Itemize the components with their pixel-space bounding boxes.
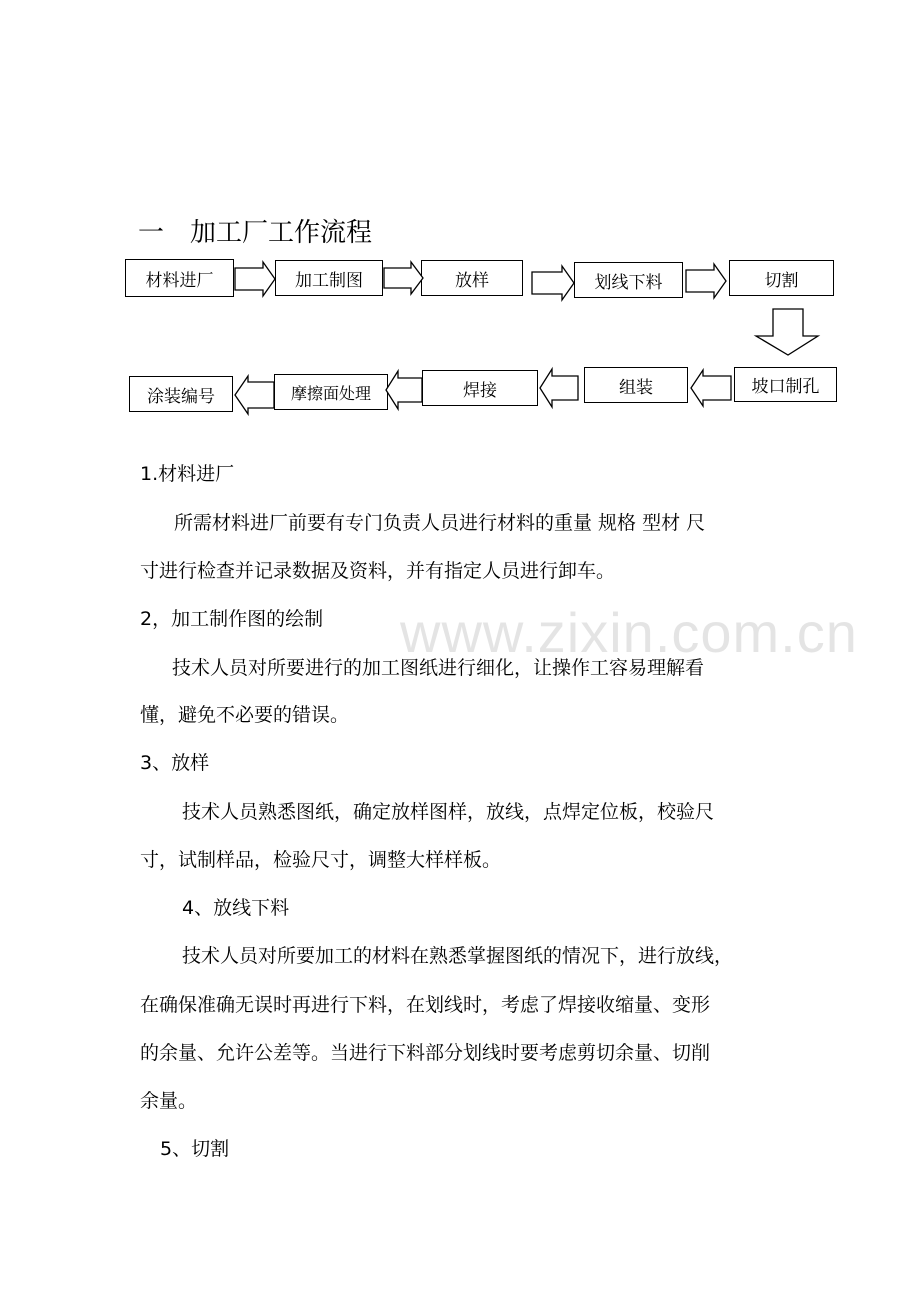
paragraph-line: 在确保准确无误时再进行下料，在划线时，考虑了焊接收缩量、变形: [140, 994, 711, 1016]
page-heading: 一 加工厂工作流程: [138, 218, 373, 248]
paragraph-line: 的余量、允许公差等。当进行下料部分划线时要考虑剪切余量、切削: [140, 1042, 711, 1064]
flow-arrows: [0, 0, 920, 460]
flow-box-cutting: 切割: [729, 260, 834, 296]
arrow-left-icon: [691, 370, 731, 406]
paragraph-line: 寸进行检查并记录数据及资料，并有指定人员进行卸车。: [140, 560, 616, 582]
flow-box-drawing: 加工制图: [275, 260, 383, 296]
section-title: 5、切割: [160, 1138, 230, 1160]
arrow-right-icon: [532, 266, 574, 300]
arrow-left-icon: [386, 371, 422, 409]
flow-box-marking-blanking: 划线下料: [574, 262, 683, 298]
arrow-left-icon: [235, 376, 274, 414]
arrow-left-icon: [540, 369, 578, 407]
arrow-right-icon: [384, 262, 423, 294]
section-title: 1.材料进厂: [140, 463, 235, 485]
arrow-down-icon: [756, 309, 818, 355]
paragraph-line: 技术人员对所要进行的加工图纸进行细化，让操作工容易理解看: [172, 657, 705, 679]
paragraph-line: 所需材料进厂前要有专门负责人员进行材料的重量 规格 型材 尺: [174, 512, 706, 534]
watermark-text: www.zixin.com.cn: [400, 601, 858, 664]
section-title: 4、放线下料: [182, 897, 290, 919]
paragraph-line: 懂，避免不必要的错误。: [140, 704, 350, 726]
flow-box-coating-numbering: 涂装编号: [129, 376, 233, 412]
section-title: 3、放样: [140, 752, 210, 774]
flow-box-layout: 放样: [421, 260, 523, 296]
paragraph-line: 技术人员熟悉图纸，确定放样图样，放线，点焊定位板，校验尺: [182, 801, 715, 823]
flow-box-bevel-drilling: 坡口制孔: [734, 367, 837, 402]
section-title: 2，加工制作图的绘制: [140, 608, 324, 630]
arrow-right-icon: [235, 262, 275, 296]
flow-box-assembly: 组装: [584, 367, 688, 403]
flow-box-friction-surface: 摩擦面处理: [274, 374, 388, 410]
paragraph-line: 余量。: [140, 1090, 198, 1112]
paragraph-line: 技术人员对所要加工的材料在熟悉掌握图纸的情况下，进行放线，: [182, 945, 734, 967]
flow-box-welding: 焊接: [422, 370, 538, 406]
flow-box-material-in: 材料进厂: [125, 259, 234, 297]
arrow-right-icon: [686, 264, 726, 298]
paragraph-line: 寸，试制样品，检验尺寸，调整大样样板。: [140, 849, 502, 871]
